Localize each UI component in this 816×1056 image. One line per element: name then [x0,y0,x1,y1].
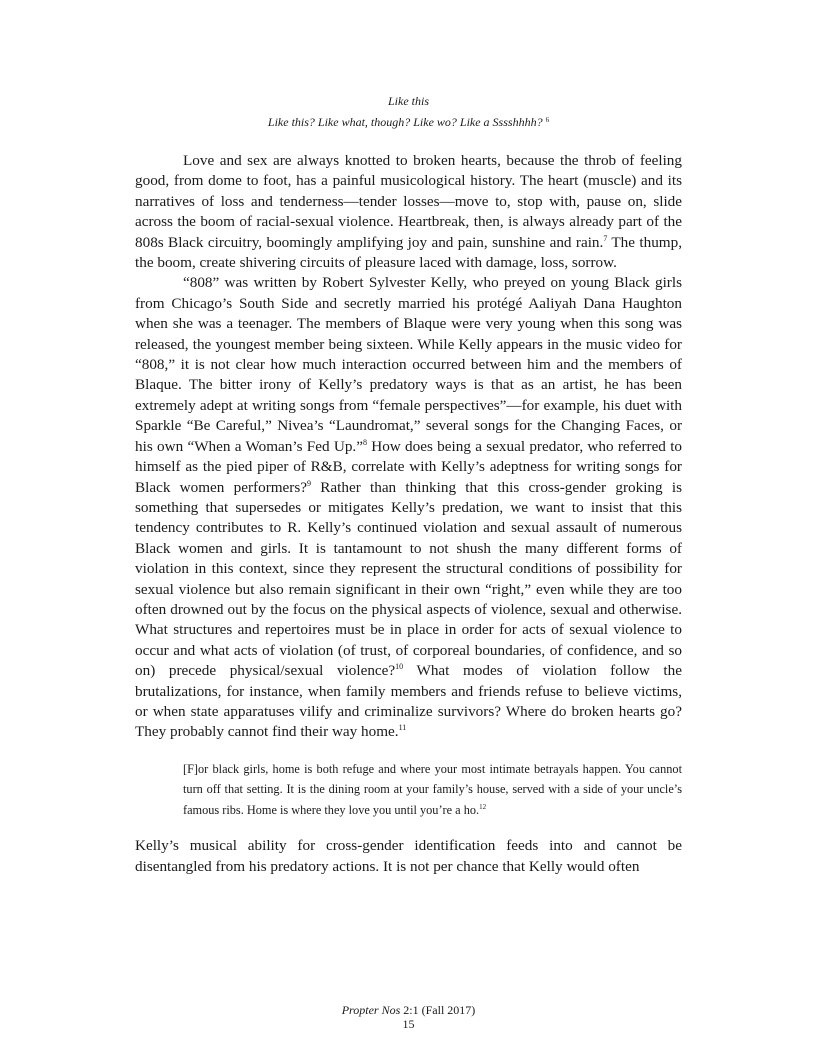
paragraph-2-text-b: How does being a sexual predator, who referred to himself as the pied piper of R&B, correlate with Kelly’s adeptness for writing songs for Black women performers? [135,437,683,496]
block-quote [183,759,682,821]
footnote-ref-8[interactable]: 8 [362,437,367,447]
journal-citation [135,1003,682,1017]
footnote-ref-10[interactable]: 10 [395,662,404,672]
epigraph-line-1: Like this [388,94,429,108]
footnote-ref-11[interactable]: 11 [398,723,407,733]
page-number: 15 [402,1017,415,1031]
journal-name: Propter Nos [341,1003,401,1017]
document-page [135,0,682,1056]
footnote-ref-7[interactable]: 7 [603,233,608,243]
footnote-ref-6[interactable]: 6 [545,116,550,124]
paragraph-1-text-b: The thump, the boom, create shivering circuits of pleasure laced with damage, loss, sorrow. [135,233,683,272]
paragraph-2-text-d: What modes of violation follow the brutalizations, for instance, when family members and friends refuse to believe victims, or when state apparatuses vilify and criminalize survivors? Where do broken hearts go? They probably cannot find their way home. [135,662,682,741]
page-footer [135,1003,682,1031]
journal-issue: 2:1 (Fall 2017) [400,1003,476,1017]
footnote-ref-12[interactable]: 12 [479,802,487,811]
body-text [135,151,682,877]
epigraph-line-2-text: Like this? Like what, though? Like wo? Like a Sssshhhh? [267,115,543,129]
footnote-ref-9[interactable]: 9 [307,478,312,488]
paragraph-2-text-a: “808” was written by Robert Sylvester Kelly, who preyed on young Black girls from Chicago’s South Side and secretly married his protégé Aaliyah Dana Haughton when she was a teenager. The members of Blaque were very young when this song was released, the youngest member being sixteen. While Kelly appears in the music video for “808,” it is not clear how much interaction occurred between him and the members of Blaque. The bitter irony of Kelly’s predatory ways is that as an artist, he has been extremely adept at writing songs from “female perspectives”—for example, his duet with Sparkle “Be Careful,” Nivea’s “Laundromat,” several songs for the Changing Faces, or his own “When a Woman’s Fed Up.” [135,274,682,455]
epigraph-line-2 [135,111,682,132]
paragraph-2 [135,273,682,742]
paragraph-3: Kelly’s musical ability for cross-gender identification feeds into and cannot be disentangled from his predatory actions. It is not per chance that Kelly would often [135,837,682,875]
paragraph-2-text-c: Rather than thinking that this cross-gender groking is something that supersedes or mitigates Kelly’s predation, we want to insist that this tendency contributes to R. Kelly’s continued violation and sexual assault of numerous Black women and girls. It is tantamount to not shush the many different forms of violation in this context, since they represent the structural conditions of possibility for sexual violence but also remain significant in their own “right,” even while they are too often drowned out by the focus on the physical aspects of violence, sexual and otherwise. What structures and repertoires must be in place in order for acts of sexual violence to occur and what acts of violation (of trust, of corporeal boundaries, of confidence, and so on) precede physical/sexual violence? [135,478,682,680]
block-quote-text: [F]or black girls, home is both refuge and where your most intimate betrayals happen. You cannot turn off that setting. It is the dining room at your family’s house, served with a side of your uncle’s famous ribs. Home is where they love you until you’re a ho. [183,761,682,817]
paragraph-1 [135,151,682,273]
epigraph [135,92,682,132]
paragraph-1-text-a: Love and sex are always knotted to broken hearts, because the throb of feeling good, from dome to foot, has a painful musicological history. The heart (muscle) and its narratives of loss and tenderness—tender losses—move to, stop with, pause on, slide across the boom of racial-sexual violence. Heartbreak, then, is always already part of the 808s Black circuitry, boomingly amplifying joy and pain, sunshine and rain. [135,152,682,251]
